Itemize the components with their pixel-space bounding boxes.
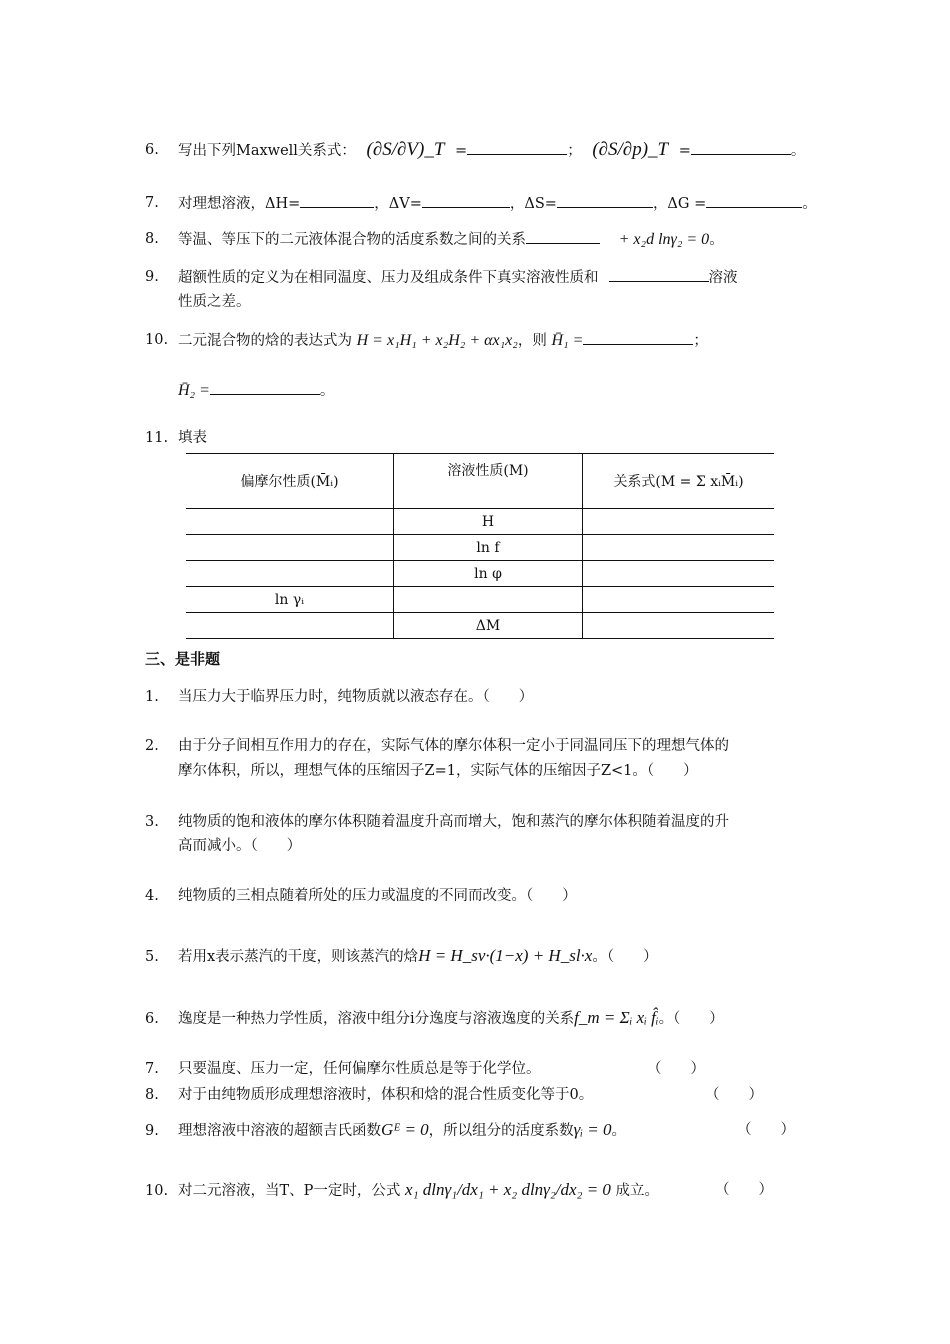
tf-2: 2. 由于分子间相互作用力的存在，实际气体的摩尔体积一定小于同温同压下的理想气体的 <box>145 738 729 754</box>
table-header: 关系式(M = Σ xᵢM̄ᵢ) <box>583 454 775 509</box>
q8: 8. <box>145 231 159 247</box>
table-row: ln γᵢ <box>186 587 774 613</box>
q8-content: 等温、等压下的二元液体混合物的活度系数之间的关系 + x₂d lnγ₂ = 0。 <box>178 231 724 248</box>
q6-content: 写出下列Maxwell关系式： (∂S/∂V)_T = ； (∂S/∂p)_T = 。 <box>178 139 806 160</box>
tf-7: 7. 只要温度、压力一定，任何偏摩尔性质总是等于化学位。 （ ） <box>145 1061 705 1077</box>
blank[interactable] <box>422 193 510 208</box>
table-row: ΔM <box>186 613 774 639</box>
q7: 7. <box>145 195 159 211</box>
tf-10: 10. 对二元溶液，当T、P一定时，公式 x₁ dlnγ₁/dx₁ + x₂ dlnγ₂/dx₂ = 0 成立。 （ ） <box>145 1180 773 1199</box>
q9: 9. <box>145 269 159 285</box>
tf-5: 5. 若用x表示蒸汽的干度，则该蒸汽的焓H = H_sv·(1−x) + H_sl·x。（ ） <box>145 946 658 965</box>
section-heading: 三、是非题 <box>145 650 221 668</box>
tf-8: 8. 对于由纯物质形成理想溶液时，体积和焓的混合性质变化等于0。 （ ） <box>145 1087 763 1103</box>
table-row: ln φ <box>186 561 774 587</box>
tf-9: 9. 理想溶液中溶液的超额吉氏函数Gᴱ = 0，所以组分的活度系数γᵢ = 0。 （ ） <box>145 1120 795 1139</box>
blank[interactable] <box>467 140 567 155</box>
q10: 10. <box>145 332 169 348</box>
q9-content: 超额性质的定义为在相同温度、压力及组成条件下真实溶液性质和 溶液 <box>178 267 738 288</box>
blank[interactable] <box>210 380 320 395</box>
blank[interactable] <box>706 193 802 208</box>
table-header: 偏摩尔性质(M̄ᵢ) <box>186 454 394 509</box>
tf-1: 1. 当压力大于临界压力时，纯物质就以液态存在。（ ） <box>145 689 534 705</box>
tf-3-line2: 高而减小。（ ） <box>178 838 302 854</box>
blank[interactable] <box>526 229 600 244</box>
table-header: 溶液性质(M) <box>394 454 583 509</box>
q11: 11. 填表 <box>145 430 207 446</box>
q9-line2: 性质之差。 <box>178 294 251 310</box>
tf-3: 3. 纯物质的饱和液体的摩尔体积随着温度升高而增大，饱和蒸汽的摩尔体积随着温度的升 <box>145 814 729 830</box>
maxwell-expr-2: (∂S/∂p)_T <box>592 139 669 160</box>
maxwell-expr-1: (∂S/∂V)_T <box>366 139 445 160</box>
q7-content: 对理想溶液，ΔH= ，ΔV= ，ΔS= ，ΔG = 。 <box>178 193 817 214</box>
blank[interactable] <box>300 193 374 208</box>
blank[interactable] <box>691 140 791 155</box>
table-row: H <box>186 509 774 535</box>
q6: 6. <box>145 142 159 158</box>
blank[interactable] <box>609 267 709 282</box>
tf-2-line2: 摩尔体积，所以，理想气体的压缩因子Z=1，实际气体的压缩因子Z<1。（ ） <box>178 763 698 779</box>
blank[interactable] <box>583 330 693 345</box>
tf-6: 6. 逸度是一种热力学性质，溶液中组分i分逸度与溶液逸度的关系f_m = Σᵢ xᵢ f̂ᵢ。（ ） <box>145 1008 724 1027</box>
fill-table <box>186 453 774 639</box>
table-row: ln f <box>186 535 774 561</box>
blank[interactable] <box>557 193 653 208</box>
tf-4: 4. 纯物质的三相点随着所处的压力或温度的不同而改变。（ ） <box>145 888 577 904</box>
q10-line2: H̄₂ = 。 <box>178 382 335 399</box>
q10-content: 二元混合物的焓的表达式为 H = x₁H₁ + x₂H₂ + αx₁x₂，则 H̄₁ = ； <box>178 332 708 349</box>
